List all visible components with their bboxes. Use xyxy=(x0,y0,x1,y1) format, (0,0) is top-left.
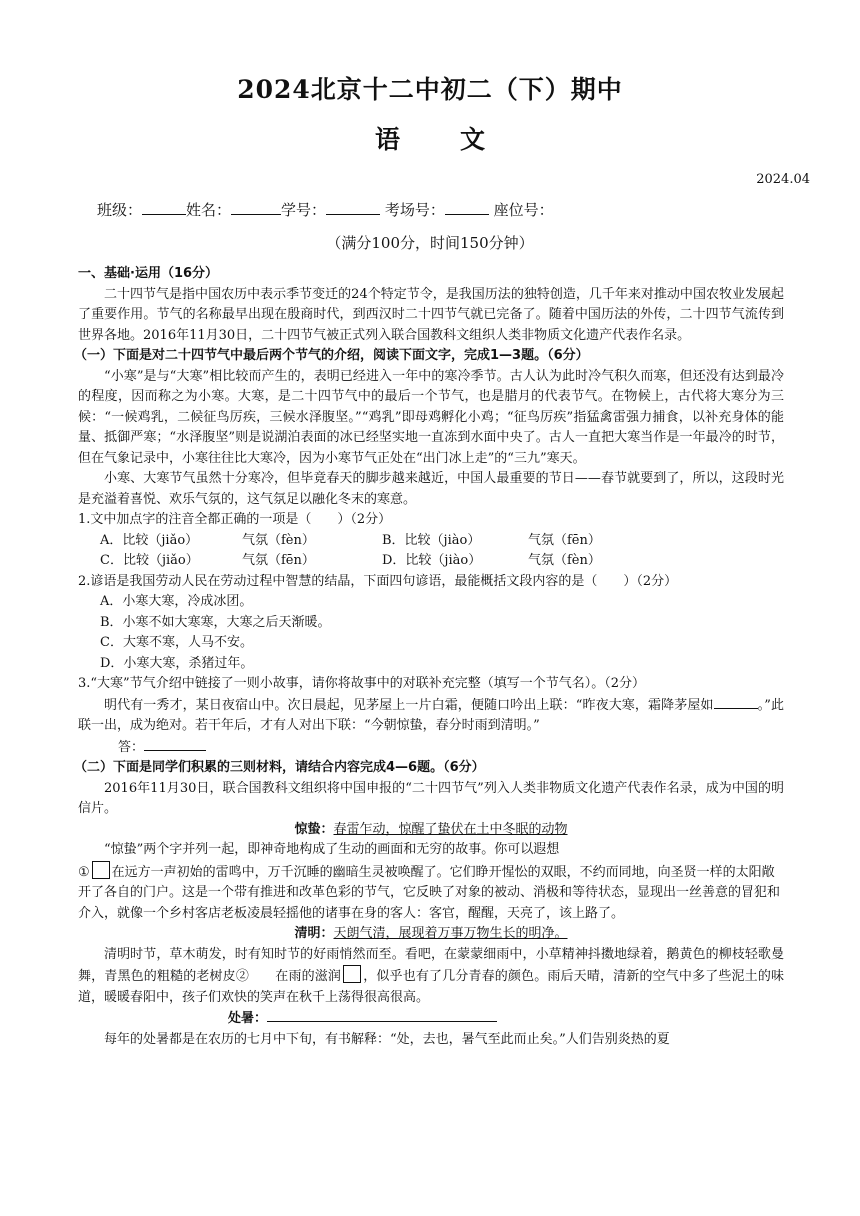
part1-para1: “小寒”是与“大寒”相比较而产生的，表明已经进入一年中的寒冷季节。古人认为此时冷气积久而寒，但还没有达到最冷的程度，因而称之为小寒。大寒，是二十四节气中的最后一个节气，也是腊月的代表节气。在物候上，古代将大寒分为三候：“一候鸡乳，二候征鸟厉疾，三候水泽腹坚。”“鸡乳”即母鸡孵化小鸡；“征鸟厉疾”指猛禽雷强力捕食，以补充身体的能量、抵御严寒；“水泽腹坚”则是说湖泊表面的冰已经坚实地一直冻到水面中央了。古人一直把大寒当作是一年最冷的时节，但在气象记录中，小寒往往比大寒冷，因为小寒节气正处在“出门冰上走”的“三九”寒天。 xyxy=(78,368,784,466)
question-3: 3.“大寒”节气介绍中链接了一则小故事，请你将故事中的对联补充完整（填写一个节气名）。（2分） xyxy=(78,676,645,691)
seat-label: 座位号： xyxy=(493,201,554,219)
qingming-label: 清明： xyxy=(294,926,334,941)
qingming-title: 天朗气清，展现着万事万物生长的明净。 xyxy=(333,926,568,941)
id-blank[interactable] xyxy=(326,200,380,215)
qingming-para-a: 清明时节，草木萌发，时有知时节的好雨悄然而至。看吧，在蒙蒙细雨中，小草精神抖擞地绿着，鹅黄色的柳枝轻歌曼舞，青黑色的粗糙的老树皮② 在雨的滋润 xyxy=(78,946,784,984)
q1-option-a[interactable]: A．比较（jiǎo） xyxy=(100,532,199,548)
score-note: （满分100分，时间150分钟） xyxy=(326,234,534,252)
part1-para2: 小寒、大寒节气虽然十分寒冷，但毕竟春天的脚步越来越近，中国人最重要的节日——春节就要到了，所以，这段时光是充溢着喜悦、欢乐气氛的，这气氛足以融化冬末的寒意。 xyxy=(78,471,784,507)
jingzhe-para2-text: 在远方一声初始的雷鸣中，万千沉睡的幽暗生灵被唤醒了。它们睁开惺忪的双眼，不约而同地，向圣贤一样的太阳敞开了各自的门户。这是一个带有推进和改革色彩的节气，它反映了对象的被动、消极和等待状态，显现出一丝善意的冒犯和介入，就像一个乡村客店老板凌晨轻摇他的诸事在身的客人：客官，醒醒，天亮了，该上路了。 xyxy=(78,864,781,921)
q1-option-b[interactable]: B．比较（jiào） xyxy=(382,532,481,548)
question-2: 2.谚语是我国劳动人民在劳动过程中智慧的结晶，下面四句谚语，最能概括文段内容的是（ ）（2分） xyxy=(78,573,678,589)
q1-option-c[interactable]: C．比较（jiǎo） xyxy=(100,553,199,568)
jingzhe-label: 惊蛰： xyxy=(294,821,334,837)
qingming-para-b: ，似乎也有了几分青春的颜色。雨后天晴，清新的空气中多了些泥土的味道，暖暖春阳中，孩子们欢快的笑声在秋千上荡得很高很高。 xyxy=(78,969,784,1005)
name-blank[interactable] xyxy=(231,200,281,215)
jingzhe-para1: “惊蛰”两个字并列一起，即神奇地构成了生动的画面和无穷的故事。你可以遐想 xyxy=(104,842,560,857)
q3-answer-blank[interactable] xyxy=(144,737,206,751)
q1-option-d[interactable]: D．比较（jiào） xyxy=(382,553,482,568)
jingzhe-title: 春雷乍动，惊醒了蛰伏在土中冬眠的动物 xyxy=(333,821,568,837)
jingzhe-title-line xyxy=(78,820,784,841)
q3-story-a: 明代有一秀才，某日夜宿山中。次日晨起，见茅屋上一片白霜，便随口吟出上联：“昨夜大寒，霜降茅屋如 xyxy=(104,697,714,713)
class-label: 班级： xyxy=(97,201,143,219)
question-1: 1.文中加点字的注音全都正确的一项是（ ）（2分） xyxy=(78,512,392,527)
chushu-label: 处暑： xyxy=(228,1011,268,1026)
q1-option-b-2: 气氛（fēn） xyxy=(528,532,601,548)
qingming-para xyxy=(78,945,784,1009)
exam-content xyxy=(74,264,784,1050)
q1-option-c-2: 气氛（fēn） xyxy=(242,553,315,568)
part1-heading: （一）下面是对二十四节气中最后两个节气的介绍，阅读下面文字，完成1—3题。（6分） xyxy=(74,348,589,363)
chushu-para: 每年的处暑都是在农历的七月中下旬，有书解释：“处，去也，暑气至此而止矣。”人们告别炎热的夏 xyxy=(104,1031,670,1047)
jingzhe-para2 xyxy=(78,861,784,925)
q1-option-a-2: 气氛（fèn） xyxy=(242,532,315,548)
section1-heading: 一、基础·运用（16分） xyxy=(78,266,219,281)
q3-story-blank[interactable] xyxy=(714,695,758,709)
name-label: 姓名： xyxy=(186,201,232,219)
q1-options-row-1 xyxy=(78,531,784,552)
room-label: 考场号： xyxy=(384,201,445,219)
exam-date: 2024.04 xyxy=(756,172,810,187)
chushu-title-line xyxy=(78,1008,784,1030)
exam-title: 2024北京十二中初二（下）期中 xyxy=(237,75,623,104)
student-info-line xyxy=(97,199,554,220)
blank-2-box[interactable] xyxy=(343,965,361,983)
q3-answer-line xyxy=(78,737,784,759)
subject-title: 语文 xyxy=(374,125,545,154)
q3-answer-label: 答： xyxy=(118,739,145,755)
q1-options-row-2 xyxy=(78,551,784,572)
part2-heading: （二）下面是同学们积累的三则材料，请结合内容完成4—6题。（6分） xyxy=(74,760,485,775)
blank-1-box[interactable] xyxy=(92,861,110,879)
q2-option-a[interactable]: A．小寒大寒，冷成冰团。 xyxy=(100,594,253,609)
q2-option-d[interactable]: D．小寒大寒，杀猪过年。 xyxy=(100,655,254,671)
q1-option-d-2: 气氛（fèn） xyxy=(528,553,601,568)
q2-option-b[interactable]: B．小寒不如大寒寒，大寒之后天渐暖。 xyxy=(100,614,331,630)
section1-intro: 二十四节气是指中国农历中表示季节变迁的24个特定节令，是我国历法的独特创造，几千年来对推动中国农牧业发展起了重要作用。节气的名称最早出现在殷商时代，到西汉时二十四节气就已完备了。随着中国历法的外传，二十四节气流传到世界各地。2016年11月30日，二十四节气被正式列入联合国教科文组织人类非物质文化遗产代表作名录。 xyxy=(78,286,784,343)
blank-1-mark: ① xyxy=(78,864,90,880)
part2-intro: 2016年11月30日，联合国教科文组织将中国申报的“二十四节气”列入人类非物质文化遗产代表作名录，成为中国的明信片。 xyxy=(78,780,784,816)
chushu-title-blank[interactable] xyxy=(267,1008,497,1022)
q3-story-b: 。”此联一出，成为绝对。若干年后，才有人对出下联：“今朝惊蛰，春分时雨到清明。” xyxy=(78,697,784,733)
qingming-title-line xyxy=(78,924,784,945)
room-blank[interactable] xyxy=(445,200,489,215)
q3-story xyxy=(78,695,784,737)
id-label: 学号： xyxy=(281,201,327,219)
class-blank[interactable] xyxy=(142,200,186,215)
q2-option-c[interactable]: C．大寒不寒，人马不安。 xyxy=(100,635,253,650)
